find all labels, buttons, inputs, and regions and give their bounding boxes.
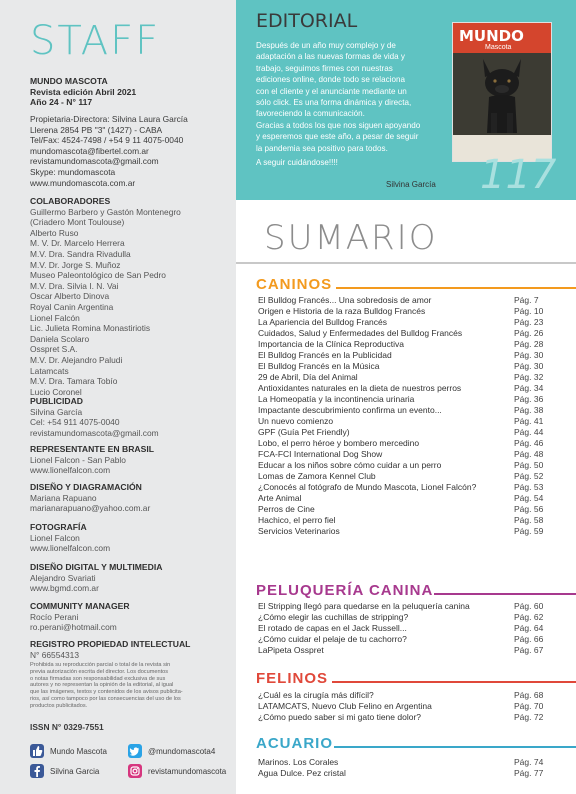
social-label: revistamundomascota — [148, 766, 227, 776]
toc-entry-page: Pág. 7 — [514, 295, 539, 305]
colaborador: Oscar Alberto Dinova — [30, 291, 110, 302]
toc-entry-page: Pág. 62 — [514, 612, 544, 622]
section-caninos-rule — [336, 287, 576, 289]
french-bulldog-illustration — [475, 53, 529, 135]
diseno-title: DISEÑO Y DIAGRAMACIÓN — [30, 482, 142, 492]
toc-entry-title: LaPipeta Osspret — [258, 645, 324, 655]
diseno-line: Mariana Rapuano — [30, 492, 97, 503]
publicidad-line: Cel: +54 911 4075-0040 — [30, 417, 120, 428]
colaborador: Lic. Julieta Romina Monastiriotis — [30, 323, 151, 334]
toc-entry-page: Pág. 56 — [514, 504, 544, 514]
digital-line: Alejandro Svariati — [30, 572, 96, 583]
section-acuario-title: ACUARIO — [256, 735, 333, 752]
colaborador: M.V. Dr. Alejandro Paludi — [30, 354, 123, 365]
toc-entry-title: El Bulldog Francés en la Publicidad — [258, 350, 392, 360]
section-felinos-title: FELINOS — [256, 670, 329, 687]
toc-entry-page: Pág. 23 — [514, 317, 544, 327]
phone-line: Tel/Fax: 4524-7498 / +54 9 11 4075-0040 — [30, 135, 184, 146]
cm-title: COMMUNITY MANAGER — [30, 601, 130, 611]
toc-entry-page: Pág. 46 — [514, 438, 544, 448]
colaborador: M.V. Dr. Jorge S. Muñoz — [30, 259, 121, 270]
toc-entry-title: Origen e Historia de la raza Bulldog Francés — [258, 306, 426, 316]
legal-notice — [30, 662, 230, 710]
colaborador: Latamcats — [30, 365, 69, 376]
brasil-link[interactable]: www.lionelfalcon.com — [30, 465, 111, 476]
section-caninos-title: CANINOS — [256, 276, 333, 293]
toc-entry-page: Pág. 26 — [514, 328, 544, 338]
editorial-text — [256, 40, 456, 168]
email-link[interactable]: mundomascota@fibertel.com.ar — [30, 145, 149, 156]
toc-entry-page: Pág. 58 — [514, 515, 544, 525]
toc-entry-page: Pág. 52 — [514, 471, 544, 481]
toc-entry-page: Pág. 48 — [514, 449, 544, 459]
toc-entry-page: Pág. 77 — [514, 768, 544, 778]
toc-entry-title: El Bulldog Francés en la Música — [258, 361, 380, 371]
toc-entry-title: Hachico, el perro fiel — [258, 515, 336, 525]
toc-entry-page: Pág. 10 — [514, 306, 544, 316]
editorial-line: Gracias a todos los que nos siguen apoyando — [256, 120, 421, 130]
owner-line: Propietaria-Directora: Silvina Laura García — [30, 114, 188, 124]
colaborador: Alberto Ruso — [30, 227, 79, 238]
magazine-number: Año 24 - N° 117 — [30, 97, 93, 108]
toc-entry-title: Importancia de la Clínica Reproductiva — [258, 339, 404, 349]
instagram-icon — [128, 764, 142, 778]
brasil-block — [30, 444, 230, 476]
colaborador: Lionel Falcón — [30, 312, 80, 323]
toc-entry-page: Pág. 41 — [514, 416, 544, 426]
colaborador: Daniela Scolaro — [30, 333, 90, 344]
toc-entry-page: Pág. 34 — [514, 383, 544, 393]
editorial-line: favoreciendo la comunicación. — [256, 109, 365, 119]
toc-entry-page: Pág. 74 — [514, 757, 544, 767]
colaborador: M.V. Dra. Silvia I. N. Vai — [30, 280, 119, 291]
toc-entry-title: LATAMCATS, Nuevo Club Felino en Argentina — [258, 701, 432, 711]
toc-entry[interactable] — [258, 644, 558, 656]
editorial-line: adaptación a las nuevas formas de vida y — [256, 52, 405, 62]
cover-logo-sub: Mascota — [485, 44, 512, 51]
toc-entry-title: Un nuevo comienzo — [258, 416, 334, 426]
social-label: Silvina Garcia — [50, 766, 100, 776]
toc-entry-page: Pág. 59 — [514, 526, 544, 536]
magazine-name: MUNDO MASCOTA — [30, 76, 108, 86]
colaborador: Lucio Coronel — [30, 386, 82, 397]
editorial-line: y esperemos que este año, a pesar de seguir — [256, 132, 419, 142]
legal-line: Prohibida su reproducción parcial o total de la revista sin — [30, 662, 171, 668]
toc-entry-title: Servicios Veterinarios — [258, 526, 340, 536]
toc-entry-page: Pág. 53 — [514, 482, 544, 492]
editorial-title: EDITORIAL — [256, 10, 358, 32]
colaboradores-title: COLABORADORES — [30, 196, 111, 206]
foto-title: FOTOGRAFÍA — [30, 522, 87, 532]
toc-entry-page: Pág. 68 — [514, 690, 544, 700]
toc-entry[interactable] — [258, 711, 558, 723]
toc-entry-title: El rotado de capas en el Jack Russell... — [258, 623, 407, 633]
toc-entry-page: Pág. 36 — [514, 394, 544, 404]
toc-entry-title: Antioxidantes naturales en la dieta de nuestros perros — [258, 383, 462, 393]
content-panel — [236, 0, 576, 794]
issn: ISSN N° 0329-7551 — [30, 722, 104, 732]
publicidad-title: PUBLICIDAD — [30, 396, 83, 406]
section-peluqueria-title: PELUQUERÍA CANINA — [256, 582, 434, 599]
foto-link[interactable]: www.lionelfalcon.com — [30, 543, 111, 554]
toc-entry-page: Pág. 54 — [514, 493, 544, 503]
staff-title: STAFF — [30, 18, 161, 64]
sumario-title: SUMARIO — [264, 218, 438, 258]
colaboradores-block — [30, 196, 230, 397]
section-peluqueria-rule — [434, 593, 576, 595]
toc-entry-title: El Stripping llegó para quedarse en la peluquería canina — [258, 601, 470, 611]
toc-entry-title: Perros de Cine — [258, 504, 315, 514]
facebook-icon — [30, 764, 44, 778]
toc-entry-title: GPF (Guía Pet Friendly) — [258, 427, 350, 437]
toc-entry-page: Pág. 72 — [514, 712, 544, 722]
social-facebook-page[interactable] — [30, 744, 107, 758]
diseno-block — [30, 482, 230, 514]
publicidad-email[interactable]: revistamundomascota@gmail.com — [30, 427, 159, 438]
toc-entry-title: Impactante descubrimiento confirma un evento... — [258, 405, 442, 415]
section-felinos-rule — [332, 681, 576, 683]
digital-title: DISEÑO DIGITAL Y MULTIMEDIA — [30, 562, 163, 572]
editorial-line: A seguir cuidándose!!!! — [256, 158, 338, 168]
legal-line: previa autorización escrita del director. Los documentos — [30, 668, 169, 675]
colaborador: M.V. Dra. Tamara Tobío — [30, 376, 118, 387]
editorial-line: Después de un año muy complejo y de — [256, 41, 396, 50]
colaborador: Museo Paleontológico de San Pedro — [30, 270, 166, 281]
legal-line: autores y no representan la opinión de la editorial, al igual — [30, 682, 174, 689]
editorial-section — [236, 0, 576, 200]
legal-line: que las imágenes, textos y contenidos de los avisos publicita- — [30, 689, 183, 696]
toc-entry-page: Pág. 30 — [514, 350, 544, 360]
toc-entry-title: Educar a los niños sobre cómo cuidar a un perro — [258, 460, 442, 470]
editorial-line: ediciones online, donde todo se relaciona — [256, 75, 405, 85]
editorial-line: la pandemia sea positivo para todos. — [256, 143, 388, 153]
toc-entry-title: FCA-FCI International Dog Show — [258, 449, 383, 459]
colaborador: Royal Canin Argentina — [30, 301, 114, 312]
colaborador: Guillermo Barbero y Gastón Montenegro — [30, 206, 181, 217]
toc-entry-page: Pág. 44 — [514, 427, 544, 437]
cm-block — [30, 601, 230, 633]
toc-entry-title: Arte Animal — [258, 493, 302, 503]
magazine-info — [30, 76, 230, 108]
publicidad-line: Silvina García — [30, 406, 83, 417]
toc-entry-page: Pág. 50 — [514, 460, 544, 470]
toc-entry-title: El Bulldog Francés... Una sobredosis de amor — [258, 295, 432, 305]
twitter-icon — [128, 744, 142, 758]
toc-entry-page: Pág. 32 — [514, 372, 544, 382]
staff-panel — [0, 0, 236, 794]
editorial-line: con el cliente y el anunciante mediante un — [256, 86, 407, 96]
toc-entry-page: Pág. 30 — [514, 361, 544, 371]
foto-line: Lionel Falcon — [30, 532, 80, 543]
toc-entry-title: Lomas de Zamora Kennel Club — [258, 471, 376, 481]
registro-block — [30, 639, 230, 660]
registro-number: N° 66554313 — [30, 649, 79, 660]
toc-entry-title: La Homeopatía y la incontinencia urinaria — [258, 394, 415, 404]
toc-entry-title: ¿Cómo cuidar el pelaje de tu cachorro? — [258, 634, 407, 644]
toc-entry-page: Pág. 64 — [514, 623, 544, 633]
magazine-cover-image[interactable] — [452, 22, 552, 162]
toc-entry-page: Pág. 70 — [514, 701, 544, 711]
toc-entry-page: Pág. 67 — [514, 645, 544, 655]
toc-entry-page: Pág. 28 — [514, 339, 544, 349]
toc-entry-page: Pág. 66 — [514, 634, 544, 644]
social-label: Mundo Mascota — [50, 746, 107, 756]
owner-info — [30, 114, 230, 188]
editorial-line: trabajo, seguimos firmes con nuestras — [256, 63, 393, 73]
address-line: Llerena 2854 PB "3" (1427) - CABA — [30, 124, 163, 135]
social-facebook-profile[interactable] — [30, 764, 99, 778]
digital-block — [30, 562, 230, 594]
toc-entry-title: ¿Cómo elegir las cuchillas de stripping? — [258, 612, 409, 622]
colaborador: Osspret S.A. — [30, 344, 78, 355]
registro-title: REGISTRO PROPIEDAD INTELECTUAL — [30, 639, 191, 649]
toc-entry-title: 29 de Abril, Día del Animal — [258, 372, 358, 382]
toc-entry[interactable] — [258, 767, 558, 779]
colaborador: (Criadero Mont Toulouse) — [30, 217, 125, 228]
email-link[interactable]: revistamundomascota@gmail.com — [30, 156, 159, 167]
facebook-like-icon — [30, 744, 44, 758]
magazine-edition: Revista edición Abril 2021 — [30, 86, 137, 97]
toc-entry-title: ¿Conocés al fotógrafo de Mundo Mascota, Lionel Falcón? — [258, 482, 477, 492]
diseno-email[interactable]: marianarapuano@yahoo.com.ar — [30, 503, 151, 514]
social-twitter[interactable] — [128, 744, 215, 758]
colaborador: M.V. Dra. Sandra Rivadulla — [30, 248, 131, 259]
website-link[interactable]: www.mundomascota.com.ar — [30, 177, 136, 188]
legal-line: productos publicitados. — [30, 702, 88, 709]
legal-line: rios, así como tampoco por las consecuencias del uso de los — [30, 695, 181, 702]
cover-logo: MUNDO — [459, 27, 524, 45]
toc-entry-title: Cuidados, Salud y Enfermedades del Bulldog Francés — [258, 328, 463, 338]
cm-line: Rocío Perani — [30, 611, 79, 622]
editorial-line: sólo click. Es una forma dinámica y directa, — [256, 98, 412, 108]
editorial-signature: Silvina García — [386, 180, 436, 189]
brasil-line: Lionel Falcon - San Pablo — [30, 454, 126, 465]
section-acuario-rule — [334, 746, 576, 748]
brasil-title: REPRESENTANTE EN BRASIL — [30, 444, 154, 454]
social-label: @mundomascota4 — [148, 746, 216, 756]
issue-number: 117 — [480, 152, 557, 198]
toc-entry-title: Lobo, el perro héroe y bombero mercedino — [258, 438, 420, 448]
digital-link[interactable]: www.bgmd.com.ar — [30, 583, 99, 594]
toc-entry-title: ¿Cómo puedo saber si mi gato tiene dolor? — [258, 712, 422, 722]
social-instagram[interactable] — [128, 764, 226, 778]
toc-entry[interactable] — [258, 525, 558, 537]
colaborador: M. V. Dr. Marcelo Herrera — [30, 238, 125, 249]
toc-entry-title: ¿Cuál es la cirugía más difícil? — [258, 690, 374, 700]
cm-email[interactable]: ro.perani@hotmail.com — [30, 622, 117, 633]
foto-block — [30, 522, 230, 554]
legal-line: o notas firmadas son responsabilidad exclusiva de sus — [30, 675, 166, 682]
toc-entry-page: Pág. 38 — [514, 405, 544, 415]
sumario-divider — [236, 262, 576, 264]
toc-entry-title: La Apariencia del Bulldog Francés — [258, 317, 387, 327]
publicidad-block — [30, 396, 230, 438]
toc-entry-title: Agua Dulce. Pez cristal — [258, 768, 346, 778]
toc-entry-title: Marinos. Los Corales — [258, 757, 339, 767]
toc-entry-page: Pág. 60 — [514, 601, 544, 611]
skype-line: Skype: mundomascota — [30, 166, 116, 177]
